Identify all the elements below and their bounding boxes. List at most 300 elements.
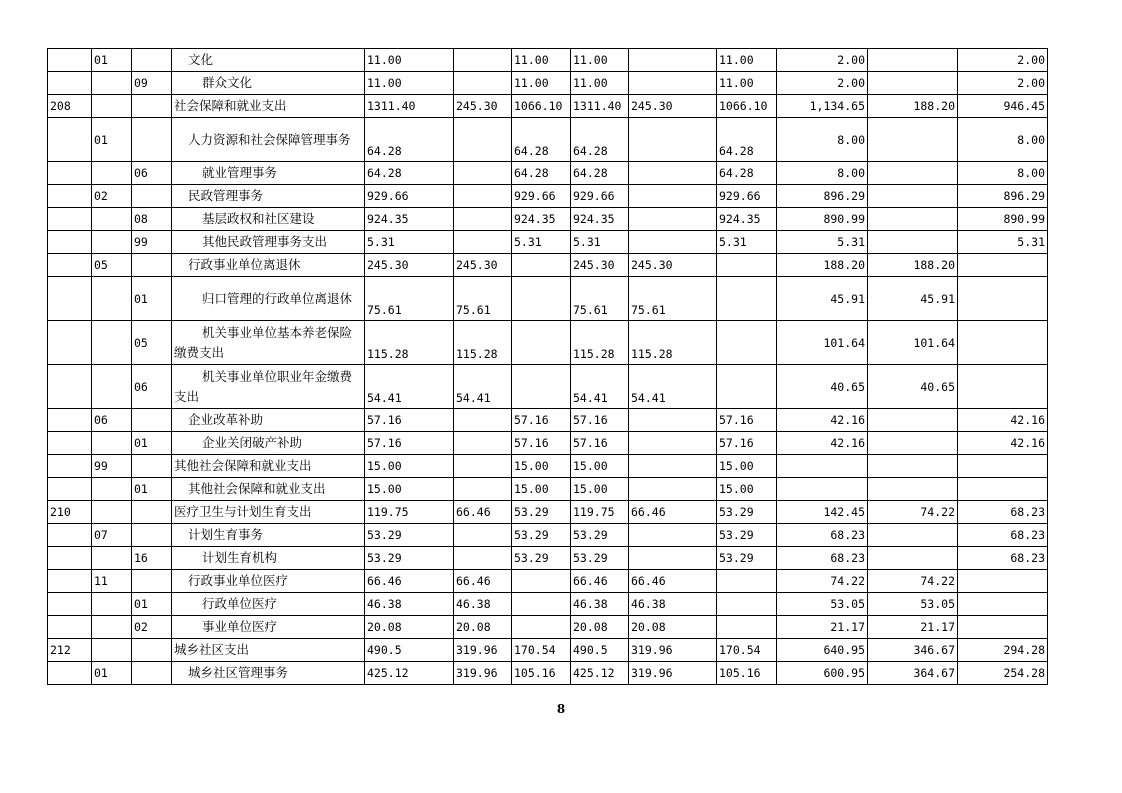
amount-cell: 15.00 [571, 455, 629, 478]
item-code-cell [132, 639, 172, 662]
class-code-cell [48, 524, 92, 547]
subject-name-cell: 民政管理事务 [172, 185, 365, 208]
amount-cell: 924.35 [571, 208, 629, 231]
amount-cell [868, 49, 958, 72]
subject-name-cell: 群众文化 [172, 72, 365, 95]
amount-cell: 188.20 [777, 254, 868, 277]
amount-cell [454, 49, 512, 72]
section-code-cell [92, 277, 132, 321]
class-code-cell [48, 72, 92, 95]
amount-cell [629, 432, 717, 455]
amount-cell: 64.28 [512, 118, 571, 162]
amount-cell: 8.00 [958, 162, 1048, 185]
section-code-cell: 01 [92, 118, 132, 162]
table-row [48, 570, 1048, 593]
amount-cell: 188.20 [868, 95, 958, 118]
amount-cell [629, 72, 717, 95]
amount-cell: 66.46 [365, 570, 454, 593]
subject-name-cell: 文化 [172, 49, 365, 72]
amount-cell: 5.31 [571, 231, 629, 254]
section-code-cell [92, 616, 132, 639]
subject-name-cell: 其他社会保障和就业支出 [172, 455, 365, 478]
item-code-cell: 01 [132, 277, 172, 321]
amount-cell [629, 208, 717, 231]
amount-cell: 101.64 [868, 321, 958, 365]
item-code-cell: 06 [132, 365, 172, 409]
amount-cell: 40.65 [777, 365, 868, 409]
subject-name-cell: 基层政权和社区建设 [172, 208, 365, 231]
amount-cell: 170.54 [512, 639, 571, 662]
subject-name-cell: 城乡社区管理事务 [172, 662, 365, 685]
amount-cell [629, 49, 717, 72]
amount-cell: 319.96 [629, 639, 717, 662]
amount-cell: 101.64 [777, 321, 868, 365]
amount-cell [777, 478, 868, 501]
class-code-cell [48, 455, 92, 478]
amount-cell: 188.20 [868, 254, 958, 277]
amount-cell: 75.61 [571, 277, 629, 321]
amount-cell: 2.00 [777, 49, 868, 72]
amount-cell [777, 455, 868, 478]
amount-cell: 896.29 [777, 185, 868, 208]
subject-name-cell: 医疗卫生与计划生育支出 [172, 501, 365, 524]
section-code-cell [92, 95, 132, 118]
amount-cell [868, 231, 958, 254]
item-code-cell [132, 570, 172, 593]
amount-cell [454, 432, 512, 455]
amount-cell: 170.54 [717, 639, 777, 662]
item-code-cell: 16 [132, 547, 172, 570]
class-code-cell [48, 162, 92, 185]
table-row [48, 231, 1048, 254]
amount-cell: 20.08 [365, 616, 454, 639]
amount-cell: 57.16 [571, 409, 629, 432]
amount-cell: 15.00 [365, 478, 454, 501]
item-code-cell [132, 254, 172, 277]
amount-cell: 42.16 [777, 432, 868, 455]
amount-cell [958, 478, 1048, 501]
amount-cell: 924.35 [512, 208, 571, 231]
amount-cell: 1311.40 [365, 95, 454, 118]
table-row [48, 254, 1048, 277]
amount-cell: 64.28 [365, 118, 454, 162]
amount-cell: 64.28 [571, 162, 629, 185]
amount-cell: 64.28 [365, 162, 454, 185]
subject-name-cell: 机关事业单位职业年金缴费支出 [172, 365, 365, 409]
item-code-cell: 08 [132, 208, 172, 231]
amount-cell: 53.29 [512, 501, 571, 524]
table-row [48, 162, 1048, 185]
item-code-cell: 06 [132, 162, 172, 185]
amount-cell: 54.41 [365, 365, 454, 409]
amount-cell: 1311.40 [571, 95, 629, 118]
class-code-cell [48, 478, 92, 501]
section-code-cell [92, 208, 132, 231]
class-code-cell [48, 365, 92, 409]
amount-cell: 57.16 [365, 432, 454, 455]
amount-cell: 53.05 [777, 593, 868, 616]
item-code-cell: 01 [132, 478, 172, 501]
amount-cell: 364.67 [868, 662, 958, 685]
amount-cell [868, 547, 958, 570]
section-code-cell [92, 432, 132, 455]
amount-cell: 929.66 [717, 185, 777, 208]
amount-cell [512, 570, 571, 593]
amount-cell: 42.16 [958, 409, 1048, 432]
class-code-cell [48, 409, 92, 432]
amount-cell [958, 365, 1048, 409]
amount-cell: 490.5 [365, 639, 454, 662]
amount-cell: 53.29 [717, 524, 777, 547]
amount-cell: 245.30 [454, 95, 512, 118]
amount-cell: 119.75 [571, 501, 629, 524]
subject-name-cell: 其他社会保障和就业支出 [172, 478, 365, 501]
class-code-cell [48, 570, 92, 593]
item-code-cell: 01 [132, 432, 172, 455]
section-code-cell [92, 547, 132, 570]
amount-cell [958, 455, 1048, 478]
amount-cell: 425.12 [365, 662, 454, 685]
amount-cell [629, 162, 717, 185]
amount-cell [717, 570, 777, 593]
class-code-cell [48, 593, 92, 616]
table-row [48, 409, 1048, 432]
class-code-cell: 212 [48, 639, 92, 662]
table-row [48, 455, 1048, 478]
amount-cell: 245.30 [571, 254, 629, 277]
amount-cell: 66.46 [629, 570, 717, 593]
amount-cell: 11.00 [512, 72, 571, 95]
table-body [48, 49, 1048, 685]
amount-cell: 46.38 [454, 593, 512, 616]
amount-cell: 15.00 [512, 455, 571, 478]
amount-cell: 1066.10 [717, 95, 777, 118]
amount-cell: 57.16 [365, 409, 454, 432]
amount-cell: 15.00 [365, 455, 454, 478]
amount-cell [454, 162, 512, 185]
amount-cell: 74.22 [777, 570, 868, 593]
subject-name-cell: 企业改革补助 [172, 409, 365, 432]
subject-name-cell: 企业关闭破产补助 [172, 432, 365, 455]
amount-cell [958, 593, 1048, 616]
amount-cell [868, 455, 958, 478]
amount-cell [512, 321, 571, 365]
amount-cell: 74.22 [868, 501, 958, 524]
amount-cell: 46.38 [571, 593, 629, 616]
amount-cell: 15.00 [571, 478, 629, 501]
amount-cell: 20.08 [454, 616, 512, 639]
amount-cell [868, 72, 958, 95]
amount-cell [868, 409, 958, 432]
amount-cell [454, 208, 512, 231]
item-code-cell [132, 409, 172, 432]
amount-cell: 53.29 [571, 524, 629, 547]
amount-cell [717, 321, 777, 365]
table-row [48, 95, 1048, 118]
amount-cell: 2.00 [958, 49, 1048, 72]
section-code-cell [92, 365, 132, 409]
subject-name-cell: 归口管理的行政单位离退休 [172, 277, 365, 321]
amount-cell [958, 254, 1048, 277]
amount-cell [454, 547, 512, 570]
amount-cell: 68.23 [777, 524, 868, 547]
amount-cell: 245.30 [454, 254, 512, 277]
amount-cell [512, 277, 571, 321]
amount-cell: 57.16 [571, 432, 629, 455]
amount-cell [717, 365, 777, 409]
amount-cell: 929.66 [365, 185, 454, 208]
amount-cell [717, 277, 777, 321]
section-code-cell [92, 162, 132, 185]
amount-cell: 40.65 [868, 365, 958, 409]
amount-cell [454, 231, 512, 254]
amount-cell: 640.95 [777, 639, 868, 662]
amount-cell: 20.08 [571, 616, 629, 639]
amount-cell [717, 616, 777, 639]
amount-cell: 54.41 [571, 365, 629, 409]
amount-cell: 53.29 [717, 501, 777, 524]
section-code-cell: 07 [92, 524, 132, 547]
amount-cell: 54.41 [454, 365, 512, 409]
amount-cell: 319.96 [629, 662, 717, 685]
amount-cell: 46.38 [365, 593, 454, 616]
amount-cell: 68.23 [958, 547, 1048, 570]
amount-cell: 68.23 [777, 547, 868, 570]
section-code-cell: 01 [92, 662, 132, 685]
subject-name-cell: 行政单位医疗 [172, 593, 365, 616]
class-code-cell [48, 208, 92, 231]
amount-cell [717, 254, 777, 277]
amount-cell: 53.29 [365, 547, 454, 570]
amount-cell [868, 524, 958, 547]
amount-cell [629, 231, 717, 254]
amount-cell: 64.28 [512, 162, 571, 185]
table-row [48, 501, 1048, 524]
subject-name-cell: 事业单位医疗 [172, 616, 365, 639]
amount-cell: 254.28 [958, 662, 1048, 685]
class-code-cell [48, 49, 92, 72]
class-code-cell: 208 [48, 95, 92, 118]
subject-name-cell: 机关事业单位基本养老保险缴费支出 [172, 321, 365, 365]
amount-cell [868, 118, 958, 162]
table-row [48, 639, 1048, 662]
table-row [48, 185, 1048, 208]
amount-cell: 490.5 [571, 639, 629, 662]
page-number: 8 [556, 702, 566, 716]
section-code-cell [92, 639, 132, 662]
item-code-cell [132, 524, 172, 547]
amount-cell [868, 432, 958, 455]
amount-cell: 57.16 [512, 409, 571, 432]
amount-cell: 42.16 [958, 432, 1048, 455]
section-code-cell: 02 [92, 185, 132, 208]
amount-cell: 11.00 [717, 49, 777, 72]
amount-cell: 45.91 [868, 277, 958, 321]
amount-cell: 53.29 [571, 547, 629, 570]
amount-cell: 11.00 [365, 72, 454, 95]
amount-cell: 11.00 [365, 49, 454, 72]
section-code-cell: 06 [92, 409, 132, 432]
amount-cell: 929.66 [571, 185, 629, 208]
amount-cell: 5.31 [717, 231, 777, 254]
amount-cell [454, 118, 512, 162]
class-code-cell [48, 277, 92, 321]
item-code-cell: 02 [132, 616, 172, 639]
subject-name-cell: 计划生育事务 [172, 524, 365, 547]
subject-name-cell: 就业管理事务 [172, 162, 365, 185]
amount-cell: 245.30 [629, 254, 717, 277]
amount-cell: 119.75 [365, 501, 454, 524]
item-code-cell [132, 95, 172, 118]
amount-cell: 66.46 [454, 501, 512, 524]
section-code-cell: 11 [92, 570, 132, 593]
amount-cell: 115.28 [454, 321, 512, 365]
section-code-cell [92, 321, 132, 365]
class-code-cell [48, 547, 92, 570]
item-code-cell [132, 185, 172, 208]
subject-name-cell: 城乡社区支出 [172, 639, 365, 662]
amount-cell: 5.31 [777, 231, 868, 254]
class-code-cell [48, 432, 92, 455]
item-code-cell: 99 [132, 231, 172, 254]
amount-cell: 346.67 [868, 639, 958, 662]
table-row [48, 547, 1048, 570]
amount-cell: 53.29 [512, 524, 571, 547]
amount-cell: 15.00 [717, 478, 777, 501]
amount-cell: 8.00 [777, 162, 868, 185]
amount-cell [454, 524, 512, 547]
class-code-cell [48, 616, 92, 639]
amount-cell: 53.29 [717, 547, 777, 570]
amount-cell: 75.61 [454, 277, 512, 321]
amount-cell [512, 593, 571, 616]
subject-name-cell: 其他民政管理事务支出 [172, 231, 365, 254]
class-code-cell [48, 118, 92, 162]
amount-cell: 11.00 [571, 72, 629, 95]
amount-cell: 15.00 [717, 455, 777, 478]
amount-cell [454, 185, 512, 208]
subject-name-cell: 社会保障和就业支出 [172, 95, 365, 118]
amount-cell: 57.16 [717, 432, 777, 455]
class-code-cell [48, 254, 92, 277]
amount-cell: 115.28 [365, 321, 454, 365]
amount-cell [958, 321, 1048, 365]
amount-cell: 75.61 [365, 277, 454, 321]
amount-cell: 64.28 [571, 118, 629, 162]
amount-cell [717, 593, 777, 616]
amount-cell: 42.16 [777, 409, 868, 432]
amount-cell: 425.12 [571, 662, 629, 685]
amount-cell: 74.22 [868, 570, 958, 593]
amount-cell [868, 208, 958, 231]
section-code-cell: 05 [92, 254, 132, 277]
class-code-cell [48, 185, 92, 208]
amount-cell: 66.46 [571, 570, 629, 593]
amount-cell: 11.00 [512, 49, 571, 72]
amount-cell [958, 570, 1048, 593]
item-code-cell: 09 [132, 72, 172, 95]
amount-cell [629, 409, 717, 432]
subject-name-cell: 行政事业单位医疗 [172, 570, 365, 593]
amount-cell [868, 185, 958, 208]
amount-cell: 1,134.65 [777, 95, 868, 118]
amount-cell: 115.28 [571, 321, 629, 365]
amount-cell: 64.28 [717, 118, 777, 162]
table-row [48, 478, 1048, 501]
amount-cell: 294.28 [958, 639, 1048, 662]
amount-cell: 20.08 [629, 616, 717, 639]
amount-cell: 68.23 [958, 501, 1048, 524]
table-row [48, 277, 1048, 321]
amount-cell: 600.95 [777, 662, 868, 685]
subject-name-cell: 人力资源和社会保障管理事务 [172, 118, 365, 162]
amount-cell: 66.46 [629, 501, 717, 524]
amount-cell: 53.29 [365, 524, 454, 547]
table-row [48, 432, 1048, 455]
section-code-cell [92, 501, 132, 524]
amount-cell: 2.00 [777, 72, 868, 95]
amount-cell [512, 254, 571, 277]
amount-cell: 142.45 [777, 501, 868, 524]
amount-cell: 5.31 [365, 231, 454, 254]
amount-cell [629, 185, 717, 208]
amount-cell: 21.17 [868, 616, 958, 639]
amount-cell: 5.31 [958, 231, 1048, 254]
amount-cell: 2.00 [958, 72, 1048, 95]
amount-cell: 45.91 [777, 277, 868, 321]
amount-cell [512, 365, 571, 409]
section-code-cell: 01 [92, 49, 132, 72]
amount-cell: 57.16 [717, 409, 777, 432]
amount-cell: 319.96 [454, 662, 512, 685]
subject-name-cell: 计划生育机构 [172, 547, 365, 570]
amount-cell: 15.00 [512, 478, 571, 501]
amount-cell [958, 616, 1048, 639]
amount-cell: 21.17 [777, 616, 868, 639]
amount-cell [454, 478, 512, 501]
item-code-cell [132, 118, 172, 162]
amount-cell: 105.16 [512, 662, 571, 685]
amount-cell: 8.00 [958, 118, 1048, 162]
amount-cell: 115.28 [629, 321, 717, 365]
item-code-cell: 05 [132, 321, 172, 365]
table-row [48, 72, 1048, 95]
section-code-cell [92, 478, 132, 501]
amount-cell: 75.61 [629, 277, 717, 321]
amount-cell: 890.99 [958, 208, 1048, 231]
table-row [48, 208, 1048, 231]
table-row [48, 616, 1048, 639]
amount-cell [629, 118, 717, 162]
section-code-cell [92, 72, 132, 95]
amount-cell [454, 409, 512, 432]
amount-cell [512, 616, 571, 639]
amount-cell: 66.46 [454, 570, 512, 593]
table-row [48, 49, 1048, 72]
table-row [48, 593, 1048, 616]
amount-cell: 68.23 [958, 524, 1048, 547]
amount-cell: 929.66 [512, 185, 571, 208]
amount-cell: 890.99 [777, 208, 868, 231]
class-code-cell: 210 [48, 501, 92, 524]
amount-cell: 896.29 [958, 185, 1048, 208]
amount-cell: 245.30 [365, 254, 454, 277]
item-code-cell [132, 455, 172, 478]
amount-cell: 5.31 [512, 231, 571, 254]
item-code-cell: 01 [132, 593, 172, 616]
amount-cell: 946.45 [958, 95, 1048, 118]
section-code-cell [92, 593, 132, 616]
